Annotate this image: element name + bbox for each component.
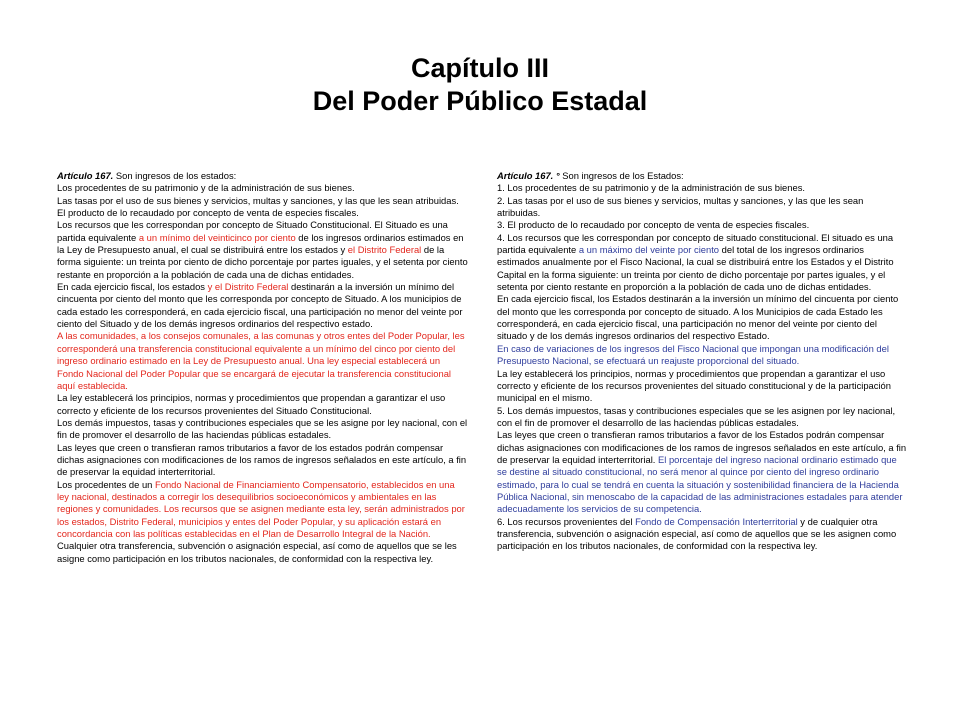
paragraph-highlight-blue: En caso de variaciones de los ingresos del Fisco Nacional que impongan una modificación del Presupuesto Nacional, se efectuará un reajuste proporcional del situado. [497,342,889,367]
paragraph: 3. El producto de lo recaudado por concepto de venta de especies fiscales. [497,219,810,231]
text-run: destinarán a la inversión un mínimo del cincuenta por ciento del monto que les corresponda por concepto de Situado. A los municipios de cada estado les corresponderá, en cada ejercicio fiscal, una participación no menor del veinte por ciento del Situado y de los demás ingresos ordinarios del respectivo estado. [57,281,463,330]
paragraph: Los procedentes de su patrimonio y de la administración de sus bienes. [57,182,355,194]
paragraph: Las leyes que creen o transfieran ramos tributarios a favor de los estados podrán compensar dichas asignaciones con modificaciones de los ramos de ingresos señalados en este artículo, a fin de preservar la equidad interterritorial. [57,441,467,478]
paragraph [57,281,469,330]
slide-title [0,52,960,118]
text-run: 4. Los recursos que les correspondan por concepto de situado constitucional. El situado es una partida equivalente [497,231,894,256]
text-run: En cada ejercicio fiscal, los estados [57,281,208,293]
paragraph: Las tasas por el uso de sus bienes y servicios, multas y sanciones, y las que les sean atribuidas. [57,194,459,206]
right-column-article [497,170,907,553]
text-run: y de cualquier otra transferencia, subvención o asignación especial, así como de aquellos que se les asignen como participación en los tributos nacionales, de conformidad con la respectiva ley. [497,515,897,552]
paragraph: La ley establecerá los principios, normas y procedimientos que propendan a garantizar el uso correcto y eficiente de los recursos provenientes del Situado Constitucional. [57,392,446,416]
article-header [57,170,469,182]
text-run: de los ingresos ordinarios estimados en la Ley de Presupuesto anual, el cual se distribuirá entre los estados y [57,231,464,256]
text-run: 6. Los recursos provenientes del [497,515,636,527]
paragraph: En cada ejercicio fiscal, los Estados destinarán a la inversión un mínimo del cincuenta por ciento del monto que les corresponda por concepto de situado. A los Municipios de cada Estado les corresponderá, en cada ejercicio fiscal, una participación no menor del veinte por ciento del situado y de los demás ingresos ordinarios del respectivo Estado. [497,293,899,342]
paragraph [57,479,469,541]
highlight-red: el Distrito Federal [347,244,422,256]
article-number: Artículo 167. [57,170,114,181]
paragraph [57,219,469,281]
article-number: Artículo 167. ° [497,170,560,181]
highlight-red: Fondo Nacional de Financiamiento Compensatorio, establecidos en una ley nacional, destinados a corregir los desequilibrios socioeconómicos y ambientales en las regiones y comunidades. Los recursos que se asignen mediante esta ley, serán administrados por los estados, Distrito Federal, municipios y entes del Poder Popular, y su aplicación estará en concordancia con las políticas establecidas en el Plan de Desarrollo Integral de la Nación. [57,478,465,539]
paragraph: El producto de lo recaudado por concepto de venta de especies fiscales. [57,207,359,219]
paragraph [497,232,907,294]
highlight-red: y el Distrito Federal [207,281,289,293]
text-run: Los recursos que les correspondan por concepto de Situado Constitucional. El Situado es una partida equivalente [57,219,448,243]
chapter-subtitle: Del Poder Público Estadal [312,86,648,116]
text-run: del total de los ingresos ordinarios estimados anualmente por el Fisco Nacional, la cual se distribuirá entre los Estados y el Distrito Capital en la forma siguiente: un treinta por ciento de dicho porcentaje por partes iguales, y el setenta por ciento restante en proporción a la población de cada uno de dichas entidades. [497,244,894,293]
article-intro: Son ingresos de los estados: [113,170,237,181]
highlight-blue: El porcentaje del ingreso nacional ordinario estimado que se destine al situado constitucional, no será menor al quince por ciento del ingreso ordinario estimado, para lo cual se tendrá en cuenta la situación y sostenibilidad financiera de la Hacienda Pública Nacional, sin menoscabo de la capacidad de las administraciones estadales para atender adecuadamente los servicios de su competencia. [497,453,903,515]
paragraph: 1. Los procedentes de su patrimonio y de la administración de sus bienes. [497,182,805,194]
left-column-article [57,170,469,565]
chapter-title: Capítulo III [411,53,549,83]
article-header [497,170,907,182]
text-run: Las leyes que creen o transfieran ramos tributarios a favor de los Estados podrán compensar dichas asignaciones con modificaciones de los ramos de ingresos señalados en este artículo, a fin de preservar la equidad interterritorial. [497,429,907,465]
text-run: de la forma siguiente: un treinta por ciento de dicho porcentaje por partes iguales, y el setenta por ciento restante en proporción a la población de cada una de dichas entidades. [57,244,468,280]
paragraph [497,516,907,553]
paragraph [497,429,907,515]
highlight-blue: a un máximo del veinte por ciento [578,244,720,256]
text-run: Los procedentes de un [57,478,155,490]
paragraph: 5. Los demás impuestos, tasas y contribuciones especiales que se les asignen por ley nacional, con el fin de promover el desarrollo de las haciendas públicas estadales. [497,404,896,428]
article-intro: Son ingresos de los Estados: [559,170,684,181]
highlight-blue: Fondo de Compensación Interterritorial [635,515,798,527]
highlight-red: a un mínimo del veinticinco por ciento [138,231,296,243]
paragraph: Los demás impuestos, tasas y contribuciones especiales que se les asigne por ley nacional, con el fin de promover el desarrollo de las haciendas públicas estadales. [57,416,468,441]
paragraph: Cualquier otra transferencia, subvención o asignación especial, así como de aquellos que se les asigne como participación en los tributos nacionales, de conformidad con la respectiva ley. [57,540,457,564]
paragraph-highlight-red: A las comunidades, a los consejos comunales, a las comunas y otros entes del Poder Popular, les corresponderá una transferencia constitucional equivalente a un mínimo del cinco por ciento del ingreso ordinario estimado en la Ley de Presupuesto anual. Una ley especial establecerá un Fondo Nacional del Poder Popular que se encargará de ejecutar la transferencia constitucional aquí establecida. [57,330,465,391]
paragraph: La ley establecerá los principios, normas y procedimientos que propendan a garantizar el uso correcto y eficiente de los recursos provenientes del situado constitucional y de la participación municipal en el mismo. [497,367,891,404]
paragraph: 2. Las tasas por el uso de sus bienes y servicios, multas y sanciones, y las que les sean atribuidas. [497,194,864,219]
